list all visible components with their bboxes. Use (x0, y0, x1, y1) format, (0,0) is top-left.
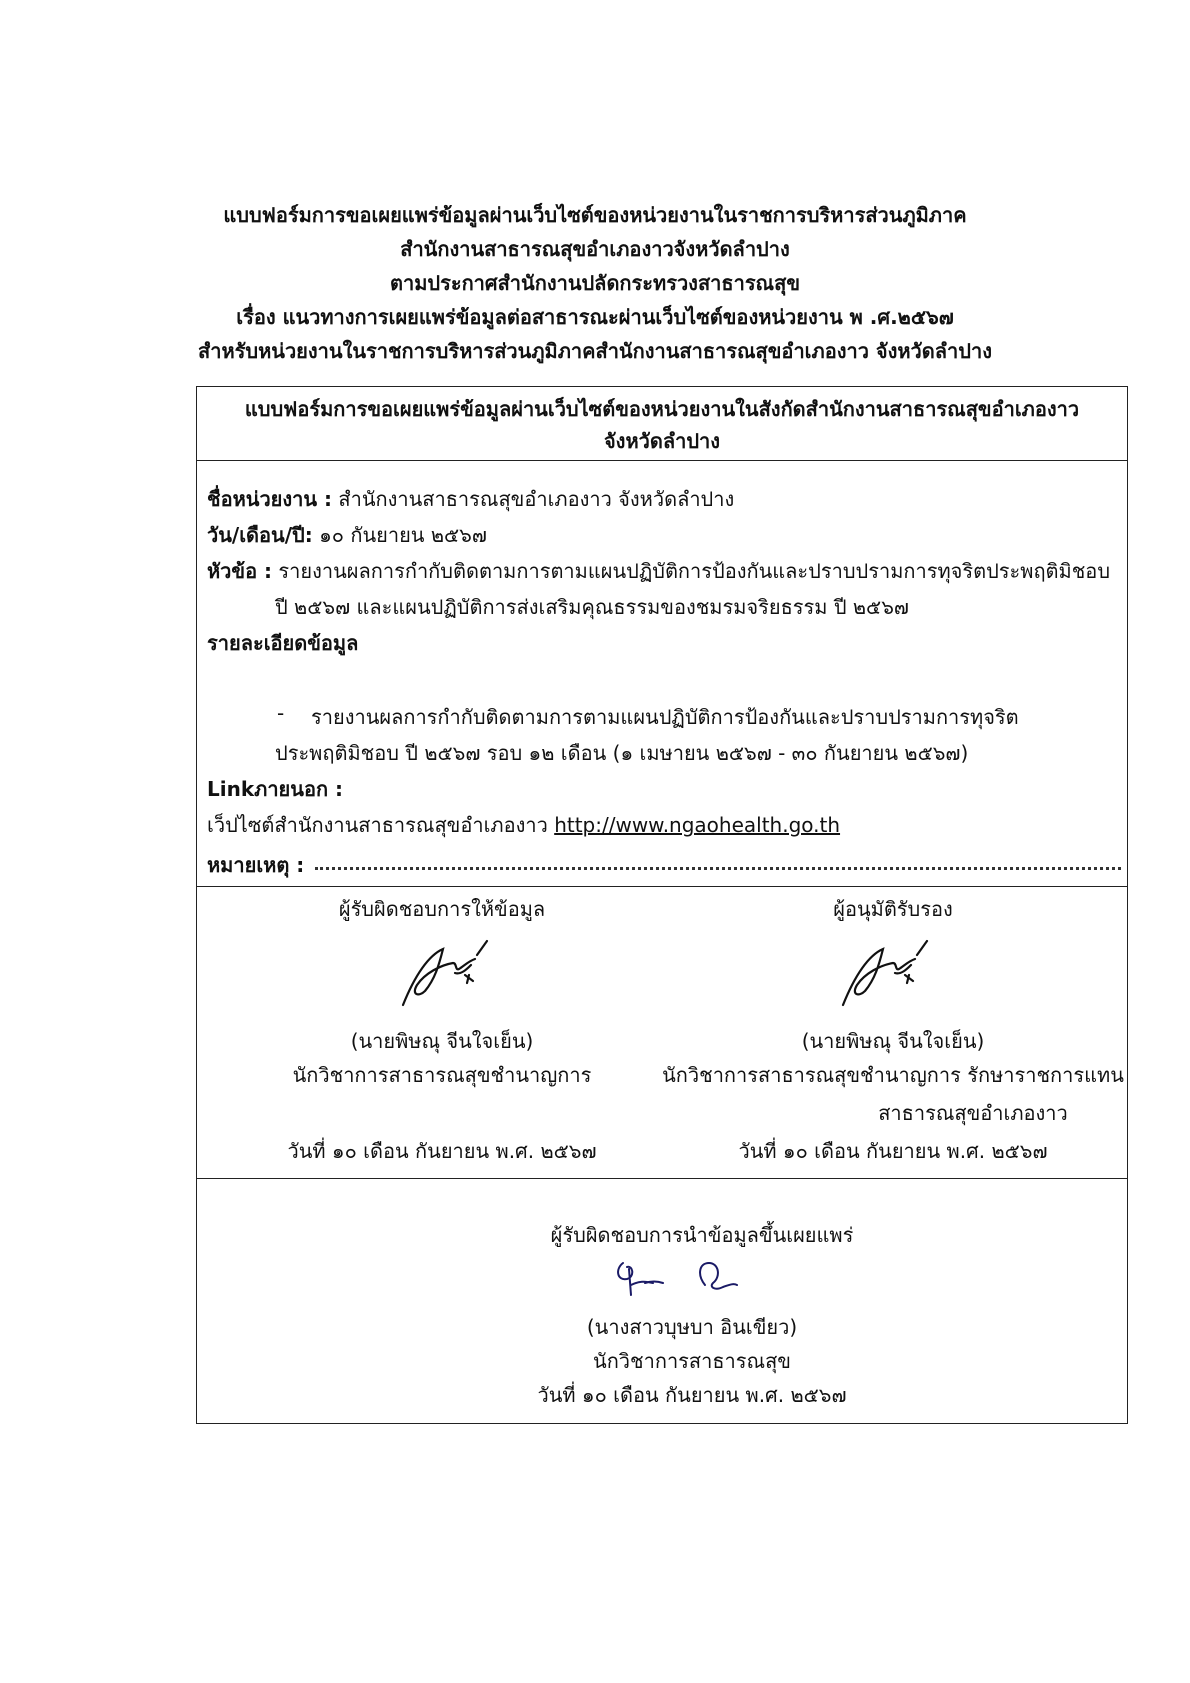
date-row (207, 519, 487, 551)
date-label: วัน/เดือน/ปี: (207, 523, 313, 547)
approver-position-line-1: นักวิชาการสาธารณสุขชำนาญการ รักษาราชการแทน (662, 1063, 1124, 1087)
date-value: ๑๐ กันยายน ๒๕๖๗ (319, 523, 487, 547)
header-line-5: สำหรับหน่วยงานในราชการบริหารส่วนภูมิภาคสำนักงานสาธารณสุขอำเภองาว จังหวัดลำปาง (198, 339, 992, 363)
signature-section (197, 887, 1127, 1179)
details-line-1: รายงานผลการกำกับติดตามการตามแผนปฏิบัติการป้องกันและปราบปรามการทุจริต (311, 705, 1019, 729)
topic-value-line-1: รายงานผลการกำกับติดตามการตามแผนปฏิบัติการป้องกันและปราบปรามการทุจริตประพฤติมิชอบ (278, 559, 1111, 583)
topic-row (207, 555, 1110, 587)
approver-name: (นายพิษณุ จีนใจเย็น) (801, 1029, 985, 1053)
responsible-date: วันที่ ๑๐ เดือน กันยายน พ.ศ. ๒๕๖๗ (287, 1139, 597, 1163)
remark-row (207, 849, 1117, 881)
form-title-line-2: จังหวัดลำปาง (603, 429, 721, 453)
remark-dotted-line (311, 852, 1121, 872)
publisher-date: วันที่ ๑๐ เดือน กันยายน พ.ศ. ๒๕๖๗ (537, 1383, 847, 1407)
form-title-line-1: แบบฟอร์มการขอเผยแพร่ข้อมูลผ่านเว็บไซต์ของหน่วยงานในสังกัดสำนักงานสาธารณสุขอำเภองาว (244, 397, 1080, 421)
topic-label: หัวข้อ : (207, 559, 273, 583)
document-header (0, 198, 1190, 368)
publication-form (196, 386, 1128, 1424)
details-line-2: ประพฤติมิชอบ ปี ๒๕๖๗ รอบ ๑๒ เดือน (๑ เมษายน ๒๕๖๗ - ๓๐ กันยายน ๒๕๖๗) (275, 741, 969, 765)
publisher-name: (นางสาวบุษบา อินเขียว) (586, 1315, 798, 1339)
unit-row (207, 483, 734, 515)
approver-signature-image (835, 935, 945, 1013)
responsible-role: ผู้รับผิดชอบการให้ข้อมูล (338, 897, 546, 921)
responsible-position: นักวิชาการสาธารณสุขชำนาญการ (292, 1063, 592, 1087)
publisher-role: ผู้รับผิดชอบการนำข้อมูลขึ้นเผยแพร่ (550, 1223, 854, 1247)
details-label: รายละเอียดข้อมูล (207, 631, 359, 655)
responsible-name: (นายพิษณุ จีนใจเย็น) (350, 1029, 534, 1053)
website-row (207, 809, 840, 841)
topic-value-line-2: ปี ๒๕๖๗ และแผนปฏิบัติการส่งเสริมคุณธรรมของชมรมจริยธรรม ปี ๒๕๖๗ (275, 595, 909, 619)
form-title (197, 387, 1127, 461)
publisher-section (197, 1179, 1127, 1425)
header-line-3: ตามประกาศสำนักงานปลัดกระทรวงสาธารณสุข (389, 271, 800, 295)
header-line-2: สำนักงานสาธารณสุขอำเภองาวจังหวัดลำปาง (400, 237, 790, 261)
responsible-signature-image (395, 935, 505, 1013)
approver-position-line-2: สาธารณสุขอำเภองาว (878, 1101, 1068, 1125)
website-text: เว็ปไซต์สำนักงานสาธารณสุขอำเภองาว (207, 813, 548, 837)
publisher-position: นักวิชาการสาธารณสุข (593, 1349, 791, 1373)
publisher-signature-image (605, 1255, 765, 1303)
unit-value: สำนักงานสาธารณสุขอำเภองาว จังหวัดลำปาง (338, 487, 735, 511)
header-line-4: เรื่อง แนวทางการเผยแพร่ข้อมูลต่อสาธารณะผ่านเว็บไซต์ของหน่วยงาน พ .ศ.๒๕๖๗ (236, 305, 954, 329)
unit-label: ชื่อหน่วยงาน : (207, 487, 333, 511)
approver-date: วันที่ ๑๐ เดือน กันยายน พ.ศ. ๒๕๖๗ (738, 1139, 1048, 1163)
form-details-section (197, 461, 1127, 887)
link-label: Linkภายนอก : (207, 777, 344, 801)
header-line-1: แบบฟอร์มการขอเผยแพร่ข้อมูลผ่านเว็บไซต์ของหน่วยงานในราชการบริหารส่วนภูมิภาค (223, 203, 967, 227)
approver-role: ผู้อนุมัติรับรอง (833, 897, 953, 921)
website-link[interactable]: http://www.ngaohealth.go.th (554, 813, 841, 837)
details-bullet: - (277, 701, 285, 725)
responsible-signature-block (217, 887, 667, 1179)
remark-label: หมายเหตุ : (207, 853, 305, 877)
approver-signature-block (657, 887, 1129, 1179)
